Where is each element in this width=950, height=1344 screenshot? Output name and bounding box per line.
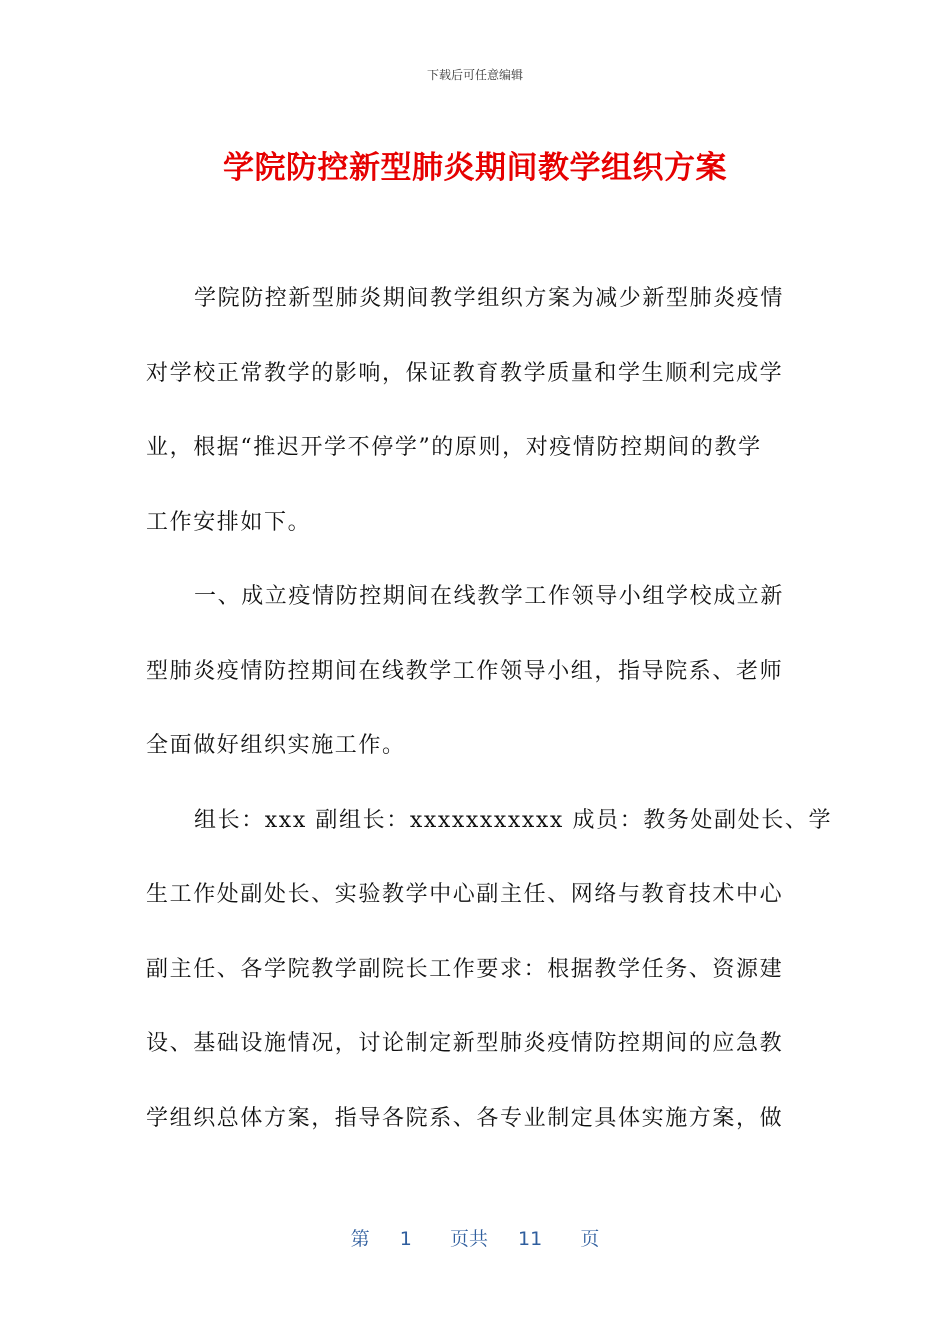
paragraph-3-line-3: 副主任、各学院教学副院长工作要求：根据教学任务、资源建 [146,956,784,982]
footer-suffix: 页 [580,1228,600,1250]
paragraph-1-line-2: 对学校正常教学的影响，保证教育教学质量和学生顺利完成学 [146,360,784,386]
footer-middle: 页共 [449,1228,488,1250]
document-title: 学院防控新型肺炎期间教学组织方案 [223,150,727,186]
footer-page-number: 1 [399,1228,412,1250]
paragraph-1-line-4: 工作安排如下。 [146,509,312,535]
paragraph-1-line-1: 学院防控新型肺炎期间教学组织方案为减少新型肺炎疫情 [194,286,785,311]
paragraph-3-line-5: 学组织总体方案，指导各院系、各专业制定具体实施方案，做 [146,1105,784,1131]
paragraph-3-line-1: 组长：xxx 副组长：xxxxxxxxxxx 成员：教务处副处长、学 [194,807,833,833]
paragraph-2-line-3: 全面做好组织实施工作。 [146,733,406,758]
footer-prefix: 第 [350,1228,370,1250]
paragraph-2-line-2: 型肺炎疫情防控期间在线教学工作领导小组，指导院系、老师 [146,658,784,684]
document-body [146,262,833,1156]
paragraph-3-line-2: 生工作处副处长、实验教学中心副主任、网络与教育技术中心 [146,882,784,907]
page-footer [0,1224,950,1251]
paragraph-2-line-1: 一、成立疫情防控期间在线教学工作领导小组学校成立新 [194,584,785,609]
paragraph-3-line-4: 设、基础设施情况，讨论制定新型肺炎疫情防控期间的应急教 [146,1031,784,1056]
header-note: 下载后可任意编辑 [426,68,523,82]
paragraph-1-line-3: 业，根据“推迟开学不停学”的原则，对疫情防控期间的教学 [146,435,762,460]
footer-total-pages: 11 [518,1228,543,1250]
